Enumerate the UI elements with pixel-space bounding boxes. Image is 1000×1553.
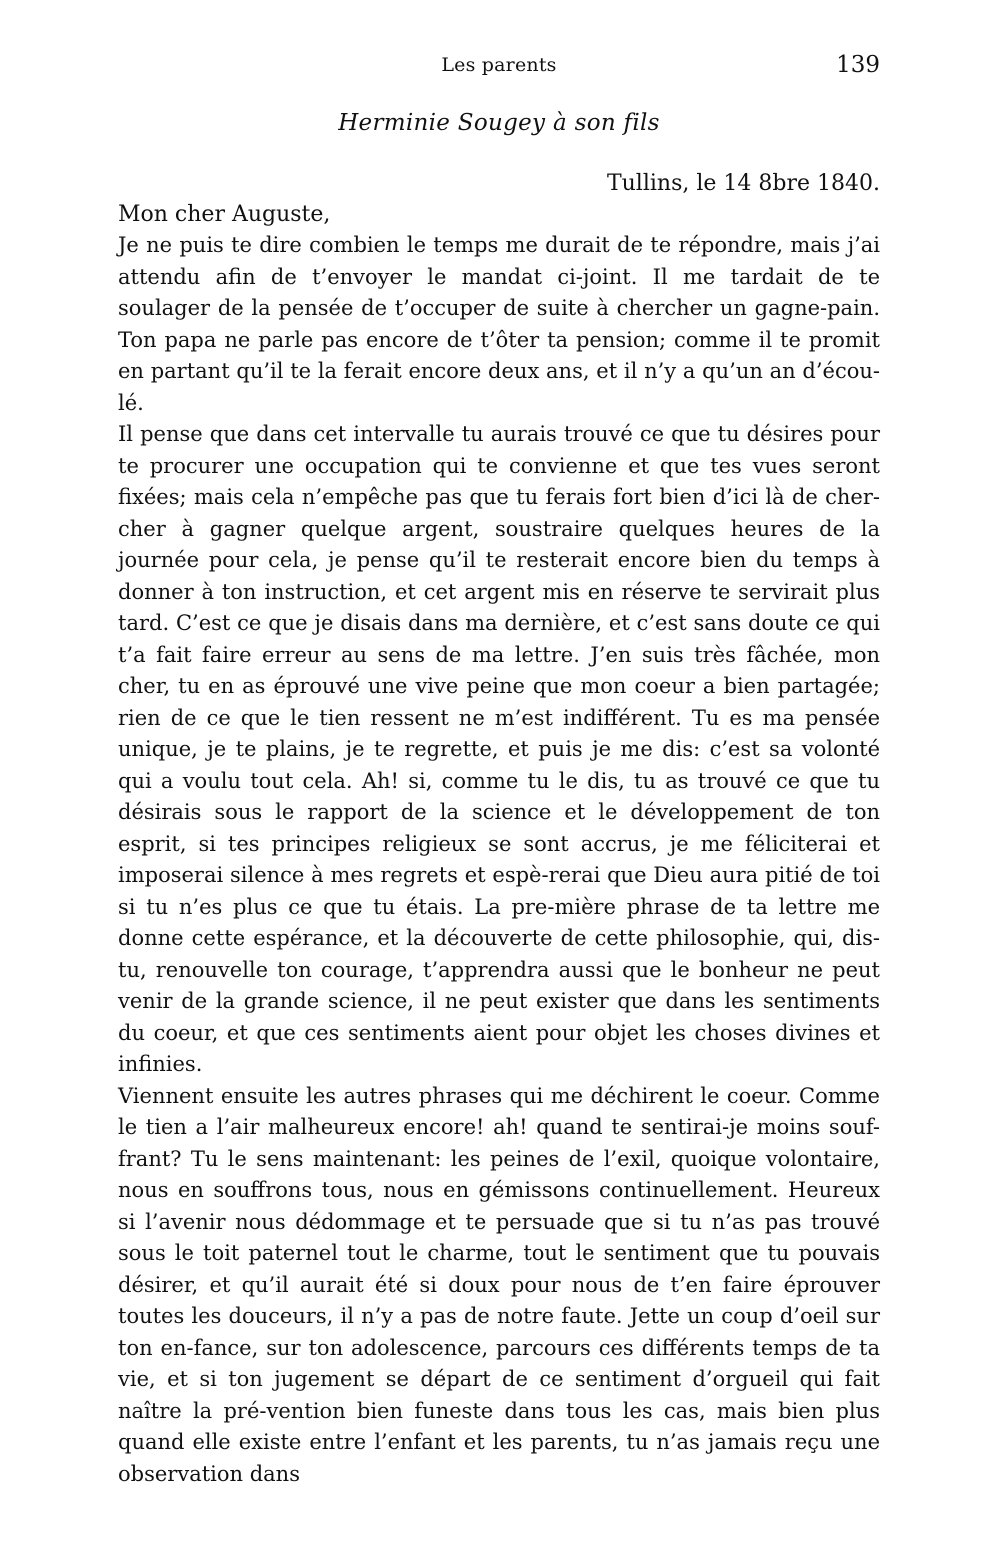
letter-title: Herminie Sougey à son fils bbox=[338, 110, 660, 136]
running-title: Les parents bbox=[441, 54, 557, 76]
letter-body bbox=[118, 230, 880, 1490]
body-paragraph: Viennent ensuite les autres phrases qui me déchirent le coeur. Comme le tien a l’air malheureux encore! ah! quand te sentirai-je moins souf-frant? Tu le sens maintenant: les peines de l’exil, quoique volontaire, nous en souffrons tous, nous en gémissons continuellement. Heureux si l’avenir nous dédommage et te persuade que si tu n’as pas trouvé sous le toit paternel tout le charme, tout le sentiment que tu pouvais désirer, et qu’il aurait été si doux pour nous de t’en faire éprouver toutes les douceurs, il n’y a pas de notre faute. Jette un coup d’oeil sur ton en-fance, sur ton adolescence, parcours ces différents temps de ta vie, et si ton jugement se départ de ce sentiment d’orgueil qui fait naître la pré-vention bien funeste dans tous les cas, mais bien plus quand elle existe entre l’enfant et les parents, tu n’as jamais reçu une observation dans bbox=[118, 1083, 880, 1486]
page-number: 139 bbox=[836, 52, 880, 78]
body-paragraph: Il pense que dans cet intervalle tu aurais trouvé ce que tu désires pour te procurer une occupation qui te convienne et que tes vues seront fixées; mais cela n’empêche pas que tu ferais fort bien d’ici là de cher-cher à gagner quelque argent, soustraire quelques heures de la journée pour cela, je pense qu’il te resterait encore bien du temps à donner à ton instruction, et cet argent mis en réserve te servirait plus tard. C’est ce que je disais dans ma dernière, et c’est sans doute ce qui t’a fait faire erreur au sens de ma lettre. J’en suis très fâchée, mon cher, tu en as éprouvé une vive peine que mon coeur a bien partagée; rien de ce que le tien ressent ne m’est indifférent. Tu es ma pensée unique, je te plains, je te regrette, et puis je me dis: c’est sa volonté qui a voulu tout cela. Ah! si, comme tu le dis, tu as trouvé ce que tu désirais sous le rapport de la science et le développement de ton esprit, si tes principes religieux se sont accrus, je me féliciterai et imposerai silence à mes regrets et espè-rerai que Dieu aura pitié de toi si tu n’es plus ce que tu étais. La pre-mière phrase de ta lettre me donne cette espérance, et la découverte de cette philosophie, qui, dis-tu, renouvelle ton courage, t’apprendra aussi que le bonheur ne peut venir de la grande science, il ne peut exister que dans les sentiments du coeur, et que ces sentiments aient pour objet les choses divines et infinies. bbox=[118, 422, 880, 1076]
book-page bbox=[118, 50, 880, 1490]
letter-place-date: Tullins, le 14 8bre 1840. bbox=[606, 171, 880, 196]
page-header bbox=[118, 50, 880, 86]
body-paragraph: Je ne puis te dire combien le temps me durait de te répondre, mais j’ai attendu afin de t’envoyer le mandat ci-joint. Il me tardait de te soulager de la pensée de t’occuper de suite à chercher un gagne-pain. Ton papa ne parle pas encore de t’ôter ta pension; comme il te promit en partant qu’il te la ferait encore deux ans, et il n’y a qu’un an d’écou-lé. bbox=[118, 233, 880, 415]
letter-salutation: Mon cher Auguste, bbox=[118, 202, 331, 227]
